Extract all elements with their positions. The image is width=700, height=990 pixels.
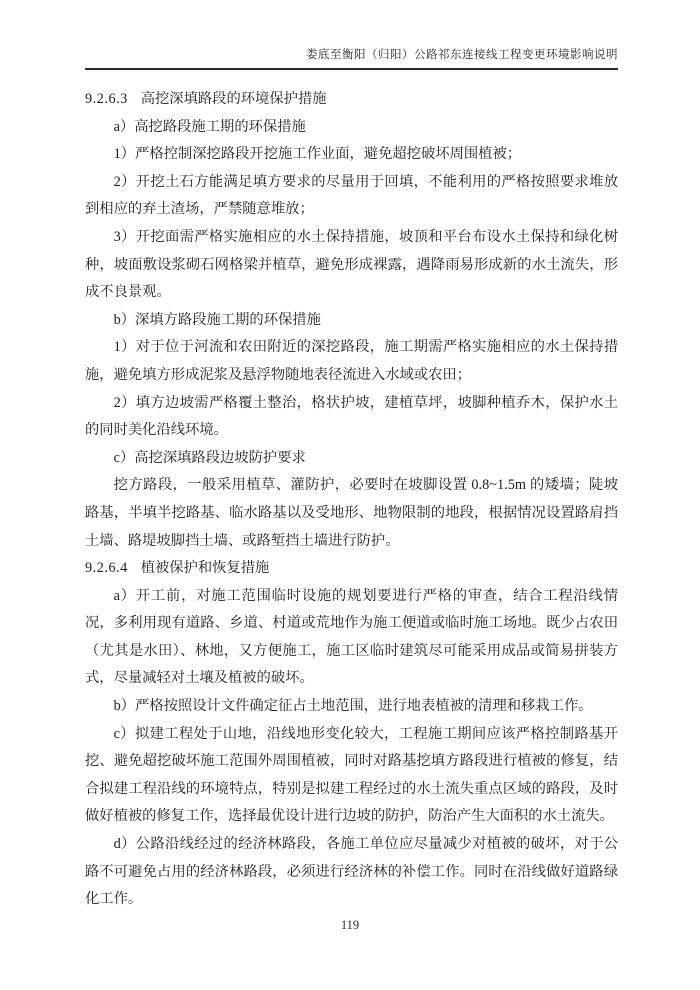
paragraph: a）高挖路段施工期的环保措施 <box>113 118 306 135</box>
paragraph: a）开工前，对施工范围临时设施的规划要进行严格的审查，结合工程沿线情况，多利用现有道路、乡道、村道或荒地作为施工便道或临时施工场地。既少占农田（尤其是水田）、林地，又方便施工，施工区临时建筑尽可能采用成品或简易拼装方式，尽量减轻对土壤及植被的破坏。 <box>85 587 618 687</box>
section-title: 植被保护和恢复措施 <box>140 560 270 577</box>
page-header <box>85 0 618 70</box>
paragraph: 3）开挖面需严格实施相应的水土保持措施，坡顶和平台布设水土保持和绿化树种，坡面敷设浆砌石网格梁并植草，避免形成裸露，遇降雨易形成新的水土流失，形成不良景观。 <box>85 228 618 301</box>
paragraph: c）拟建工程处于山地，沿线地形变化较大，工程施工期间应该严格控制路基开挖、避免超挖破坏施工范围外周围植被，同时对路基挖填方路段进行植被的修复，结合拟建工程沿线的环境特点，特别是拟建工程经过的水土流失重点区域的路段，及时做好植被的修复工作，选择最优设计进行边坡的防护，防治产生大面积的水土流失。 <box>85 725 618 825</box>
section-number: 9.2.6.3 <box>85 91 128 107</box>
paragraph: b）严格按照设计文件确定征占土地范围，进行地表植被的清理和移栽工作。 <box>113 698 593 715</box>
section-9-2-6-4 <box>85 555 618 914</box>
section-9-2-6-3 <box>85 86 618 555</box>
paragraph: 1）严格控制深挖路段开挖施工作业面，避免超挖破坏周围植被； <box>113 146 522 163</box>
section-heading <box>85 555 618 583</box>
section-number: 9.2.6.4 <box>85 560 128 577</box>
section-title: 高挖深填路段的环境保护措施 <box>140 91 327 107</box>
paragraph: d）公路沿线经过的经济林路段，各施工单位应尽量减少对植被的破坏，对于公路不可避免占用的经济林路段，必须进行经济林的补偿工作。同时在沿线做好道路绿化工作。 <box>85 836 618 908</box>
paragraph: 2）填方边坡需严格覆土整治，格状护坡，建植草坪，坡脚种植乔木，保护水土的同时美化沿线环境。 <box>85 394 618 439</box>
paragraph: c）高挖深填路段边坡防护要求 <box>113 449 306 466</box>
paragraph: 1）对于位于河流和农田附近的深挖路段，施工期需严格实施相应的水土保持措施，避免填方形成泥浆及悬浮物随地表径流进入水域或农田； <box>85 339 618 383</box>
paragraph: 2）开挖土石方能满足填方要求的尽量用于回填，不能利用的严格按照要求堆放到相应的弃土渣场，严禁随意堆放； <box>85 173 618 218</box>
paragraph: b）深填方路段施工期的环保措施 <box>113 311 321 328</box>
document-body <box>85 86 618 914</box>
section-heading <box>85 86 618 114</box>
page-footer <box>0 918 700 933</box>
paragraph: 挖方路段，一般采用植草、灌防护，必要时在坡脚设置 0.8~1.5m 的矮墙；陡坡路基，半填半挖路基、临水路基以及受地形、地物限制的地段，根据情况设置路肩挡土墙、路堤坡脚挡土墙、或路堑挡土墙进行防护。 <box>85 477 618 549</box>
header-title: 娄底至衡阳（归阳）公路祁东连接线工程变更环境影响说明 <box>85 46 618 70</box>
page-number: 119 <box>340 918 360 932</box>
